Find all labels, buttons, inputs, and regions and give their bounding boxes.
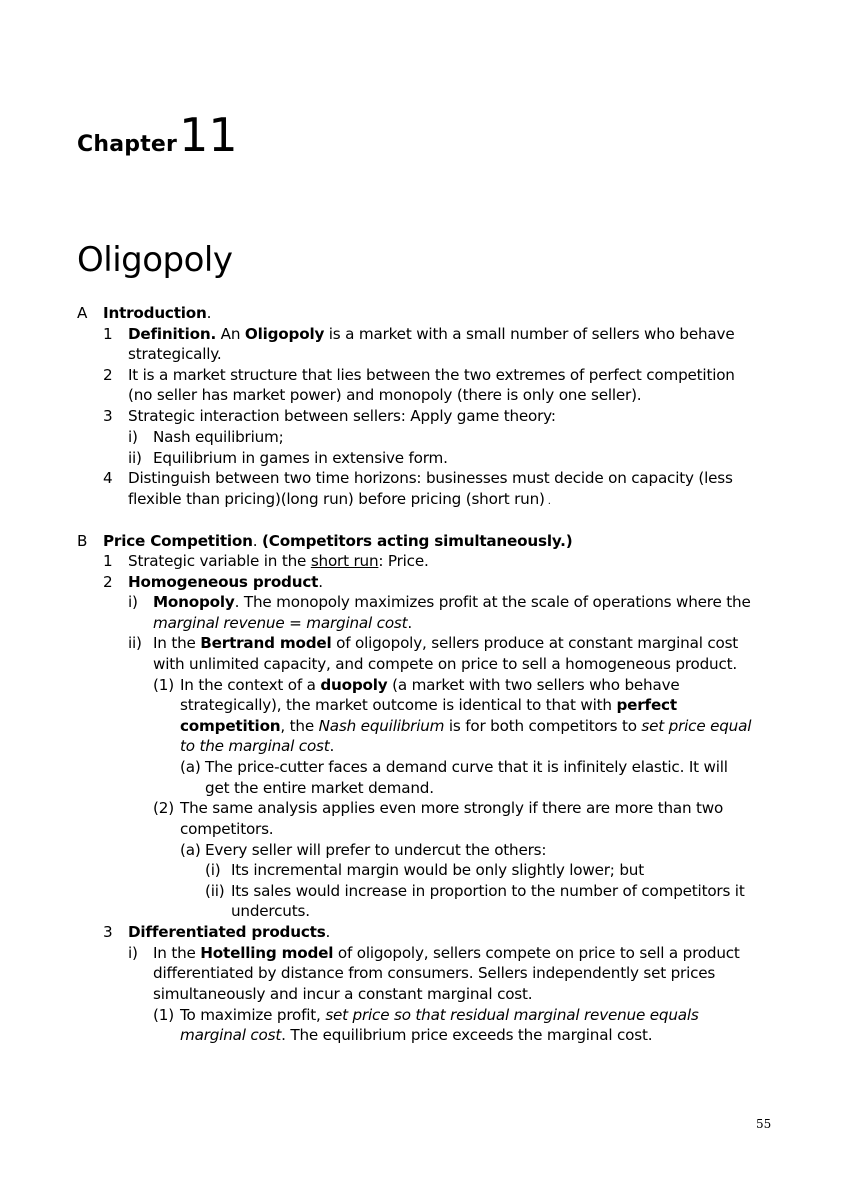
- b2ii-2-marker: (2): [153, 799, 174, 817]
- chapter-number: 11: [179, 108, 238, 162]
- a1-number: 1: [103, 325, 113, 343]
- b2ii-line1: In the Bertrand model of oligopoly, sellers produce at constant marginal cost: [153, 634, 739, 652]
- a2-line1: It is a market structure that lies between the two extremes of perfect competition: [128, 366, 735, 384]
- b2ii-1a-marker: (a): [180, 758, 201, 776]
- b2ii-2a-marker: (a): [180, 841, 201, 859]
- b2ii-marker: ii): [128, 634, 142, 652]
- b3i-1-line1: To maximize profit, set price so that residual marginal revenue equals: [180, 1006, 699, 1024]
- a3-number: 3: [103, 407, 113, 425]
- page-number: 55: [756, 1117, 772, 1131]
- a2-number: 2: [103, 366, 113, 384]
- b2i-line2: marginal revenue = marginal cost.: [153, 614, 413, 632]
- b3i-marker: i): [128, 944, 138, 962]
- chapter-heading: [77, 108, 238, 168]
- b2ii-2a-i-marker: (i): [205, 861, 221, 879]
- b3i-line2: differentiated by distance from consumers. Sellers independently set prices: [153, 964, 716, 982]
- b1-number: 1: [103, 552, 113, 570]
- b2ii-2a-ii-line1: Its sales would increase in proportion to the number of competitors it: [231, 882, 745, 900]
- b2-heading: Homogeneous product.: [128, 573, 323, 591]
- b2ii-2a-text: Every seller will prefer to undercut the others:: [205, 841, 547, 859]
- a4-number: 4: [103, 469, 113, 487]
- a4-line2: flexible than pricing)(long run) before pricing (short run) .: [128, 490, 551, 508]
- b2-number: 2: [103, 573, 113, 591]
- b3-heading: Differentiated products.: [128, 923, 331, 941]
- b3i-line1: In the Hotelling model of oligopoly, sellers compete on price to sell a product: [153, 944, 740, 962]
- a3-sub1-marker: i): [128, 428, 138, 446]
- b2ii-2-line1: The same analysis applies even more strongly if there are more than two: [180, 799, 724, 817]
- b2ii-1-line2: strategically), the market outcome is identical to that with perfect: [180, 696, 677, 714]
- b2ii-1-line1: In the context of a duopoly (a market with two sellers who behave: [180, 676, 680, 694]
- b2ii-1-marker: (1): [153, 676, 174, 694]
- section-a-marker: A: [77, 304, 88, 322]
- b2ii-2a-ii-marker: (ii): [205, 882, 225, 900]
- b2ii-2a-i-text: Its incremental margin would be only slightly lower; but: [231, 861, 644, 879]
- a3-sub2-text: Equilibrium in games in extensive form.: [153, 449, 448, 467]
- a3-line1: Strategic interaction between sellers: Apply game theory:: [128, 407, 556, 425]
- b2ii-2-line2: competitors.: [180, 820, 274, 838]
- b2i-marker: i): [128, 593, 138, 611]
- b1-text: Strategic variable in the short run: Price.: [128, 552, 429, 570]
- b3-number: 3: [103, 923, 113, 941]
- section-b-marker: B: [77, 532, 88, 550]
- chapter-word: Chapter: [77, 132, 178, 157]
- b3i-line3: simultaneously and incur a constant marginal cost.: [153, 985, 533, 1003]
- b2ii-1-line4: to the marginal cost.: [180, 737, 335, 755]
- b2ii-line2: with unlimited capacity, and compete on price to sell a homogeneous product.: [153, 655, 738, 673]
- b2i-line1: Monopoly. The monopoly maximizes profit at the scale of operations where the: [153, 593, 751, 611]
- b2ii-2a-ii-line2: undercuts.: [231, 902, 310, 920]
- page-title: Oligopoly: [77, 240, 233, 280]
- a4-line1: Distinguish between two time horizons: businesses must decide on capacity (less: [128, 469, 733, 487]
- a2-line2: (no seller has market power) and monopoly (there is only one seller).: [128, 386, 642, 404]
- a1-definition: Definition. An Oligopoly is a market with a small number of sellers who behave: [128, 325, 735, 343]
- a3-sub2-marker: ii): [128, 449, 142, 467]
- b2ii-1a-line1: The price-cutter faces a demand curve that it is infinitely elastic. It will: [205, 758, 728, 776]
- b2ii-1a-line2: get the entire market demand.: [205, 779, 434, 797]
- section-b-heading: Price Competition. (Competitors acting simultaneously.): [103, 532, 573, 550]
- a3-sub1-text: Nash equilibrium;: [153, 428, 284, 446]
- b2ii-1-line3: competition, the Nash equilibrium is for both competitors to set price equal: [180, 717, 752, 735]
- section-a-heading: Introduction.: [103, 304, 212, 322]
- b3i-1-line2: marginal cost. The equilibrium price exceeds the marginal cost.: [180, 1026, 653, 1044]
- a1-definition-cont: strategically.: [128, 345, 222, 363]
- b3i-1-marker: (1): [153, 1006, 174, 1024]
